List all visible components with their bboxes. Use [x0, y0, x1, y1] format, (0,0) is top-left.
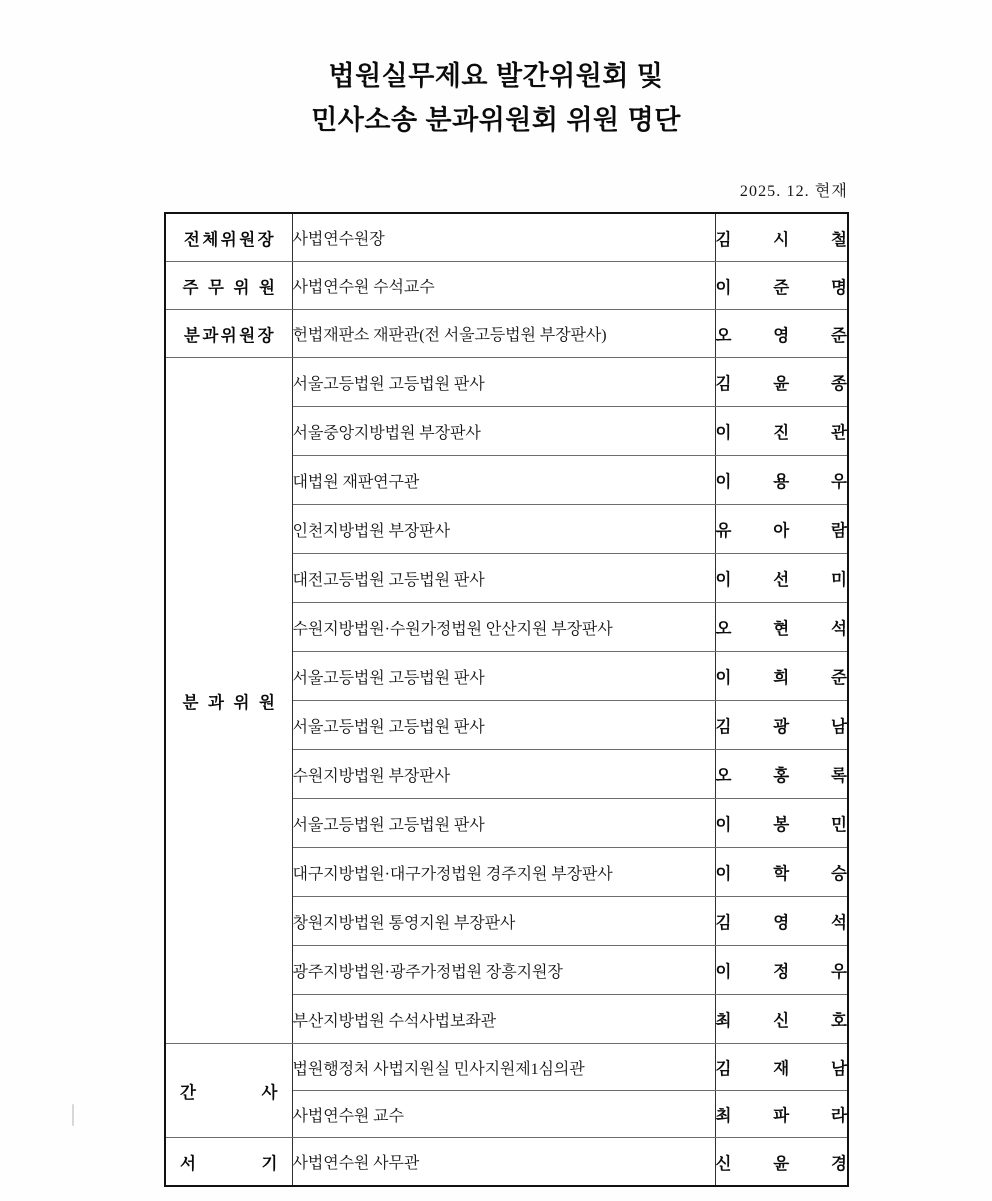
name-char: 이 — [715, 864, 732, 883]
role-label-text: 분과위원장 — [183, 326, 277, 345]
position-cell: 창원지방법원 통영지원 부장판사 — [292, 897, 715, 946]
name-char: 김 — [715, 1059, 732, 1078]
name-char: 학 — [773, 864, 790, 883]
position-cell: 서울고등법원 고등법원 판사 — [292, 799, 715, 848]
name-cell — [715, 897, 848, 946]
name-char: 명 — [831, 277, 847, 297]
name-cell — [715, 652, 848, 701]
name-cell — [715, 995, 848, 1044]
name-char: 재 — [773, 1059, 790, 1078]
name-char: 김 — [715, 229, 732, 249]
member-name — [716, 468, 848, 492]
name-cell — [715, 505, 848, 554]
name-char: 최 — [715, 1106, 732, 1125]
page-title-line-1: 법원실무제요 발간위원회 및 — [328, 61, 664, 92]
name-char: 윤 — [773, 374, 790, 393]
page-title-line-2: 민사소송 분과위원회 위원 명단 — [311, 105, 681, 136]
name-cell — [715, 750, 848, 799]
name-char: 호 — [831, 1011, 847, 1030]
role-label-text: 주 무 위 원 — [182, 278, 278, 297]
member-name — [716, 958, 848, 982]
name-char: 석 — [831, 913, 847, 932]
name-char: 남 — [831, 1059, 847, 1078]
name-char: 희 — [773, 668, 790, 687]
name-char: 영 — [773, 325, 790, 345]
name-char: 용 — [773, 472, 790, 491]
name-cell — [715, 1138, 848, 1187]
position-cell: 수원지방법원·수원가정법원 안산지원 부장판사 — [292, 603, 715, 652]
member-name — [716, 322, 848, 346]
member-name — [716, 860, 848, 884]
role-label-cell-3 — [165, 310, 292, 358]
name-char: 김 — [715, 374, 732, 393]
table-row — [165, 310, 848, 358]
name-char: 아 — [773, 521, 790, 540]
name-char: 이 — [715, 668, 732, 687]
committee-roster-table-wrapper — [164, 212, 849, 1187]
name-char: 이 — [715, 570, 732, 589]
member-name — [716, 517, 848, 541]
name-char: 라 — [831, 1106, 847, 1125]
role-label-cell-5 — [165, 1044, 292, 1138]
position-cell: 대법원 재판연구관 — [292, 456, 715, 505]
name-char: 람 — [831, 521, 847, 540]
member-name — [716, 370, 848, 394]
member-name — [716, 419, 848, 443]
role-label-char: 서 — [180, 1154, 196, 1173]
member-name — [716, 566, 848, 590]
name-char: 홍 — [773, 766, 790, 785]
name-char: 준 — [773, 277, 790, 297]
name-char: 이 — [715, 423, 732, 442]
role-label-cell-1 — [165, 213, 292, 262]
name-char: 민 — [831, 815, 847, 834]
member-name — [716, 226, 848, 250]
name-char: 오 — [715, 766, 732, 785]
table-row — [165, 213, 848, 262]
name-char: 김 — [715, 913, 732, 932]
name-char: 경 — [831, 1153, 847, 1173]
name-cell — [715, 310, 848, 358]
name-char: 광 — [773, 717, 790, 736]
member-name — [716, 713, 848, 737]
role-label-cell-4 — [165, 358, 292, 1044]
role-label-char: 사 — [261, 1083, 278, 1102]
name-cell — [715, 946, 848, 995]
name-char: 이 — [715, 277, 732, 297]
name-char: 승 — [831, 864, 847, 883]
name-cell — [715, 1044, 848, 1091]
name-cell — [715, 603, 848, 652]
position-cell: 사법연수원 교수 — [292, 1091, 715, 1138]
position-cell: 사법연수원 사무관 — [292, 1138, 715, 1187]
position-cell: 인천지방법원 부장판사 — [292, 505, 715, 554]
member-name — [716, 909, 848, 933]
position-cell: 법원행정처 사법지원실 민사지원제1심의관 — [292, 1044, 715, 1091]
name-char: 선 — [773, 570, 790, 589]
name-cell — [715, 213, 848, 262]
role-label-text: 분 과 위 원 — [182, 693, 278, 712]
name-char: 최 — [715, 1011, 732, 1030]
name-char: 우 — [831, 962, 847, 981]
name-char: 윤 — [773, 1153, 790, 1173]
name-char: 준 — [831, 325, 847, 345]
name-char: 진 — [773, 423, 790, 442]
name-char: 철 — [831, 229, 847, 249]
position-cell: 광주지방법원·광주가정법원 장흥지원장 — [292, 946, 715, 995]
name-cell — [715, 456, 848, 505]
name-cell — [715, 262, 848, 310]
name-char: 관 — [831, 423, 847, 442]
member-name — [716, 664, 848, 688]
member-name — [716, 274, 848, 298]
committee-roster-table — [164, 212, 849, 1187]
position-cell: 수원지방법원 부장판사 — [292, 750, 715, 799]
position-cell: 사법연수원 수석교수 — [292, 262, 715, 310]
role-label-char: 기 — [261, 1154, 278, 1173]
name-char: 우 — [831, 472, 847, 491]
name-char: 시 — [773, 229, 790, 249]
position-cell: 서울중앙지방법원 부장판사 — [292, 407, 715, 456]
role-label-cell-6 — [165, 1138, 292, 1187]
position-cell: 서울고등법원 고등법원 판사 — [292, 701, 715, 750]
member-name — [716, 762, 848, 786]
member-name — [716, 811, 848, 835]
name-char: 파 — [773, 1106, 790, 1125]
role-label-char: 간 — [180, 1083, 196, 1102]
name-cell — [715, 701, 848, 750]
table-row — [165, 262, 848, 310]
name-char: 유 — [715, 521, 732, 540]
name-char: 오 — [715, 619, 732, 638]
position-cell: 헌법재판소 재판관(전 서울고등법원 부장판사) — [292, 310, 715, 358]
position-cell: 사법연수원장 — [292, 213, 715, 262]
name-char: 미 — [831, 570, 847, 589]
name-char: 종 — [831, 374, 847, 393]
name-char: 이 — [715, 815, 732, 834]
member-name — [716, 615, 848, 639]
table-row — [165, 1044, 848, 1091]
role-label-text — [166, 1150, 292, 1174]
role-label-text — [166, 1079, 292, 1103]
position-cell: 대구지방법원·대구가정법원 경주지원 부장판사 — [292, 848, 715, 897]
name-cell — [715, 799, 848, 848]
table-row — [165, 358, 848, 407]
member-name — [716, 1150, 848, 1174]
position-cell: 대전고등법원 고등법원 판사 — [292, 554, 715, 603]
name-cell — [715, 1091, 848, 1138]
name-char: 준 — [831, 668, 847, 687]
name-char: 이 — [715, 472, 732, 491]
name-cell — [715, 407, 848, 456]
name-char: 김 — [715, 717, 732, 736]
role-label-text: 전체위원장 — [183, 230, 277, 249]
position-cell: 서울고등법원 고등법원 판사 — [292, 652, 715, 701]
name-char: 오 — [715, 325, 732, 345]
roster-table-body — [165, 213, 848, 1186]
name-char: 이 — [715, 962, 732, 981]
name-char: 봉 — [773, 815, 790, 834]
page-title — [0, 54, 992, 142]
name-cell — [715, 848, 848, 897]
position-cell: 서울고등법원 고등법원 판사 — [292, 358, 715, 407]
member-name — [716, 1055, 848, 1079]
name-char: 현 — [773, 619, 790, 638]
name-char: 석 — [831, 619, 847, 638]
table-row — [165, 1138, 848, 1187]
name-char: 신 — [715, 1153, 732, 1173]
name-char: 남 — [831, 717, 847, 736]
name-char: 정 — [773, 962, 790, 981]
name-char: 신 — [773, 1011, 790, 1030]
position-cell: 부산지방법원 수석사법보좌관 — [292, 995, 715, 1044]
effective-date-note: 2025. 12. 현재 — [739, 183, 848, 200]
name-cell — [715, 358, 848, 407]
name-char: 영 — [773, 913, 790, 932]
scan-artifact-speck — [72, 1104, 74, 1126]
role-label-cell-2 — [165, 262, 292, 310]
name-cell — [715, 554, 848, 603]
member-name — [716, 1007, 848, 1031]
member-name — [716, 1102, 848, 1126]
name-char: 록 — [831, 766, 847, 785]
